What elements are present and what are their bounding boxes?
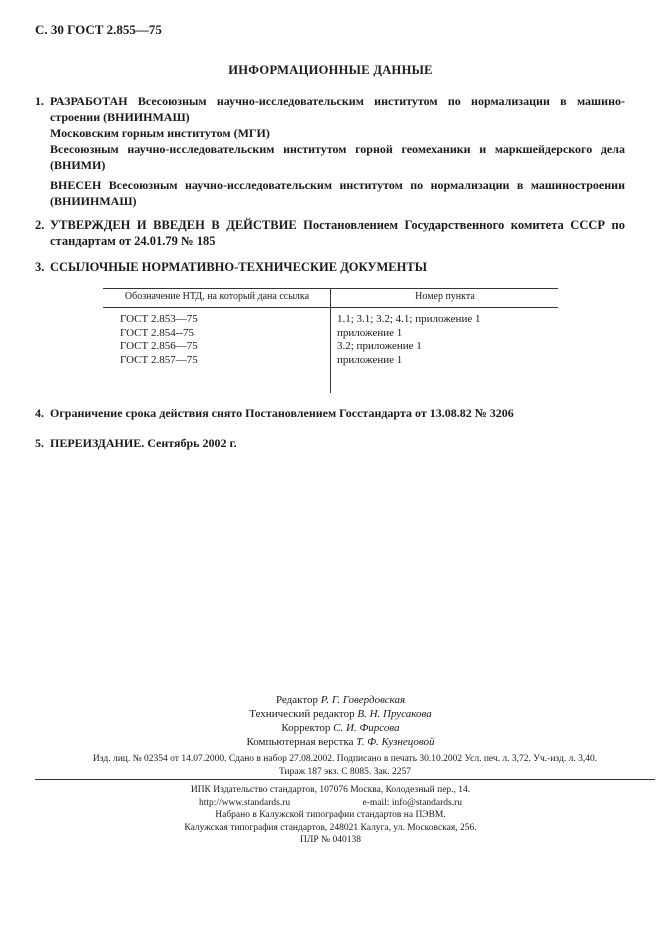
section-2 [35, 217, 625, 249]
imprint-block [35, 753, 655, 779]
document-title: ИНФОРМАЦИОННЫЕ ДАННЫЕ [228, 63, 433, 77]
section-1 [35, 93, 625, 173]
publisher-footer [0, 784, 661, 847]
credit-editor [0, 693, 661, 707]
footer-url: http://www.standards.ru [198, 797, 291, 808]
credit-tech-editor-label: Технический редактор [249, 708, 355, 720]
credit-editor-label: Редактор [275, 694, 318, 706]
section-3-number: 3. [35, 260, 45, 274]
references-table [103, 288, 558, 396]
table-row-clause: 1.1; 3.1; 3.2; 4.1; приложение 1 [337, 313, 481, 325]
section-2-line-1: УТВЕРЖДЕН И ВВЕДЕН В ДЕЙСТВИЕ Постановлением Государственного комитета СССР по [50, 218, 625, 232]
section-3 [35, 259, 625, 275]
table-header-clause: Номер пункта [415, 291, 475, 302]
credit-tech-editor [0, 707, 661, 721]
table-row-clause: приложение 1 [337, 326, 403, 339]
table-clause-column [337, 313, 557, 367]
footer-line-3: Набрано в Калужской типографии стандартов на ПЭВМ. [215, 810, 446, 820]
footer-line-1: ИПК Издательство стандартов, 107076 Москва, Колодезный пер., 14. [190, 785, 471, 795]
credit-tech-editor-name: В. Н. Прусакова [357, 708, 432, 720]
footer-line-4: Калужская типография стандартов, 248021 Калуга, ул. Московская, 256. [184, 822, 477, 833]
table-row-clause: 3.2; приложение 1 [337, 340, 422, 352]
credit-editor-name: Р. Г. Говердовская [320, 694, 406, 706]
page-header: С. 30 ГОСТ 2.855—75 [35, 22, 162, 37]
vnesen-line-2: (ВНИИНМАШ) [50, 194, 137, 208]
table-row-doc: ГОСТ 2.856—75 [120, 340, 198, 352]
imprint-line-1: Изд. лиц. № 02354 от 14.07.2000. Сдано в набор 27.08.2002. Подписано в печать 30.10.2002 Усл. печ. л. 3,72. Уч.-изд. л. 3,40. [92, 754, 598, 764]
section-1-line-4: Всесоюзным научно-исследовательским институтом горной геомеханики и маркшейдерского дела [50, 142, 625, 156]
section-5-number: 5. [35, 436, 44, 450]
imprint-line-2: Тираж 187 экз. С 8085. Зак. 2257 [278, 767, 412, 777]
section-1-line-5: (ВНИМИ) [50, 158, 106, 172]
credit-layout-name: Т. Ф. Кузнецовой [356, 736, 435, 748]
section-1-number: 1. [35, 94, 44, 108]
credit-corrector-name: С. И. Фирсова [333, 722, 400, 734]
table-doc-column [120, 313, 325, 367]
vnesen-block [35, 177, 625, 209]
credit-corrector [0, 721, 661, 735]
section-3-heading: ССЫЛОЧНЫЕ НОРМАТИВНО-ТЕХНИЧЕСКИЕ ДОКУМЕНТЫ [50, 260, 427, 274]
footer-email: e-mail: info@standards.ru [362, 797, 463, 808]
section-2-number: 2. [35, 218, 45, 232]
table-row-clause: приложение 1 [337, 353, 403, 366]
footer-contacts [0, 797, 661, 810]
section-5-text: ПЕРЕИЗДАНИЕ. Сентябрь 2002 г. [50, 436, 237, 450]
footer-line-5: ПЛР № 040138 [300, 835, 361, 845]
section-2-line-2: стандартам от 24.01.79 № 185 [50, 234, 216, 248]
credit-layout [0, 735, 661, 749]
table-column-divider [330, 288, 331, 393]
section-4-number: 4. [35, 406, 44, 420]
credit-corrector-label: Корректор [281, 722, 331, 734]
vnesen-line-1: ВНЕСЕН Всесоюзным научно-исследовательским институтом по нормализации в машиностроении [50, 178, 625, 192]
section-5 [35, 435, 625, 451]
section-1-line-3: Московским горным институтом (МГИ) [50, 126, 270, 140]
footer-rule [35, 779, 655, 780]
table-row-doc: ГОСТ 2.857—75 [120, 353, 198, 366]
section-1-line-1: РАЗРАБОТАН Всесоюзным научно-исследовательским институтом по нормализации в машино- [50, 94, 625, 108]
section-4 [35, 405, 625, 421]
table-row-doc: ГОСТ 2.854--75 [120, 326, 195, 339]
table-header-document: Обозначение НТД, на который дана ссылка [124, 291, 310, 302]
credits-block [0, 693, 661, 749]
table-row-doc: ГОСТ 2.853—75 [120, 313, 198, 325]
credit-layout-label: Компьютерная верстка [246, 736, 354, 748]
section-4-text: Ограничение срока действия снято Постановлением Госстандарта от 13.08.82 № 3206 [50, 406, 514, 420]
section-1-line-2: строении (ВНИИНМАШ) [50, 110, 190, 124]
